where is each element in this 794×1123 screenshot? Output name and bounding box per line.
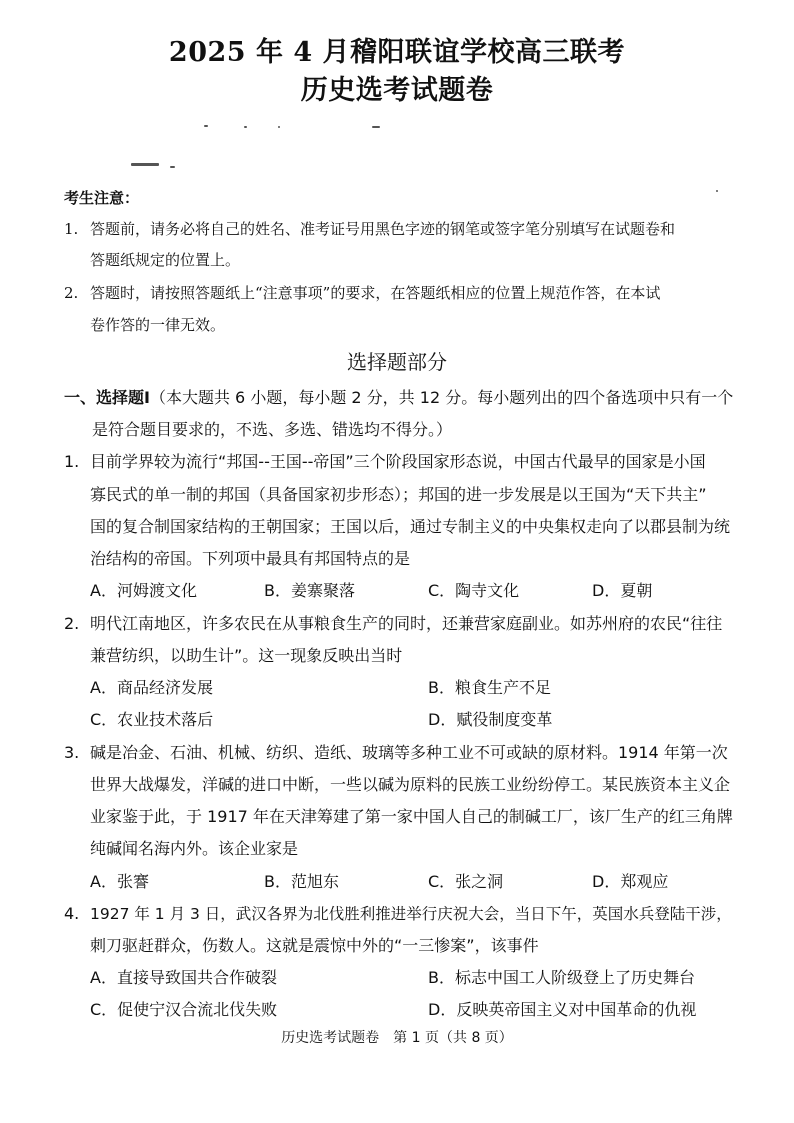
scan-speck [716,190,718,192]
question-text: 治结构的帝国。下列项中最具有邦国特点的是 [90,549,411,568]
option-b: B．姜寨聚落 [264,581,355,600]
question-text: 国的复合制国家结构的王朝国家；王国以后，通过专制主义的中央集权走向了以郡县制为统 [90,517,731,536]
option-a: A．直接导致国共合作破裂 [90,968,277,987]
question-text: 目前学界较为流行“邦国--王国--帝国”三个阶段国家形态说，中国古代最早的国家是小国 [90,452,706,471]
scan-speck [204,125,208,127]
scan-speck [278,126,280,128]
option-c: C．陶寺文化 [428,581,520,600]
option-a: A．张謇 [90,872,149,891]
question-text: 纯碱闻名海内外。该企业家是 [90,839,299,858]
option-c: C．张之洞 [428,872,504,891]
part-description: （本大题共 6 小题，每小题 2 分，共 12 分。每小题列出的四个备选项中只有一个 [149,388,734,407]
question-number: 3. [64,743,80,762]
notice-item-text: 答题时，请按照答题纸上“注意事项”的要求，在答题纸相应的位置上规范作答，在本试 [90,284,661,302]
option-b: B．粮食生产不足 [428,678,551,697]
notice-item-text: 答题前，请务必将自己的姓名、准考证号用黑色字迹的钢笔或签字笔分别填写在试题卷和 [90,220,676,238]
option-b: B．标志中国工人阶级登上了历史舞台 [428,968,695,987]
scan-speck [170,166,175,168]
part-header [64,387,733,409]
option-d: D．反映英帝国主义对中国革命的仇视 [428,1000,697,1019]
part-description-cont: 是符合题目要求的，不选、多选、错选均不得分。） [92,420,453,439]
option-c: C．农业技术落后 [90,710,214,729]
notice-item-text: 卷作答的一律无效。 [90,316,226,334]
page-footer: 历史选考试题卷 第 1 页（共 8 页） [281,1030,513,1046]
section-title: 选择题部分 [347,350,447,374]
question-text: 1927 年 1 月 3 日，武汉各界为北伐胜利推进举行庆祝大会，当日下午，英国水兵登陆干涉， [90,905,732,923]
question-text: 碱是冶金、石油、机械、纺织、造纸、玻璃等多种工业不可或缺的原材料。1914 年第一次 [90,743,728,762]
option-d: D．赋役制度变革 [428,710,553,729]
option-a: A．商品经济发展 [90,678,213,697]
question-number: 2. [64,614,80,633]
question-text: 兼营纺织，以助生计”。这一现象反映出当时 [90,646,403,665]
option-d: D．夏朝 [592,581,653,600]
notice-item-text: 答题纸规定的位置上。 [90,251,241,269]
exam-title: 2025 年 4 月稽阳联谊学校高三联考 [168,37,626,68]
option-b: B．范旭东 [264,872,339,891]
option-c: C．促使宁汉合流北伐失败 [90,1000,278,1019]
question-text: 世界大战爆发，洋碱的进口中断，一些以碱为原料的民族工业纷纷停工。某民族资本主义企 [90,775,731,794]
notice-item-number: 2. [64,284,79,302]
question-text: 业家鉴于此，于 1917 年在天津筹建了第一家中国人自己的制碱工厂，该厂生产的红三角牌 [90,807,733,826]
scan-speck [372,126,380,128]
exam-subtitle: 历史选考试题卷 [300,75,494,106]
notice-heading: 考生注意： [64,189,140,207]
option-a: A．河姆渡文化 [90,581,197,600]
question-text: 寡民式的单一制的邦国（具备国家初步形态）；邦国的进一步发展是以王国为“天下共主” [90,485,707,504]
scan-speck [131,163,159,166]
notice-item-number: 1. [64,220,79,238]
question-number: 1. [64,452,80,471]
option-d: D．郑观应 [592,872,669,891]
question-text: 刺刀驱赶群众，伤数人。这就是震惊中外的“一三惨案”，该事件 [90,936,539,955]
scan-speck [244,126,247,128]
question-text: 明代江南地区，许多农民在从事粮食生产的同时，还兼营家庭副业。如苏州府的农民“往往 [90,614,723,633]
part-label: 一、选择题Ⅰ [64,388,150,407]
question-number: 4. [64,904,80,923]
